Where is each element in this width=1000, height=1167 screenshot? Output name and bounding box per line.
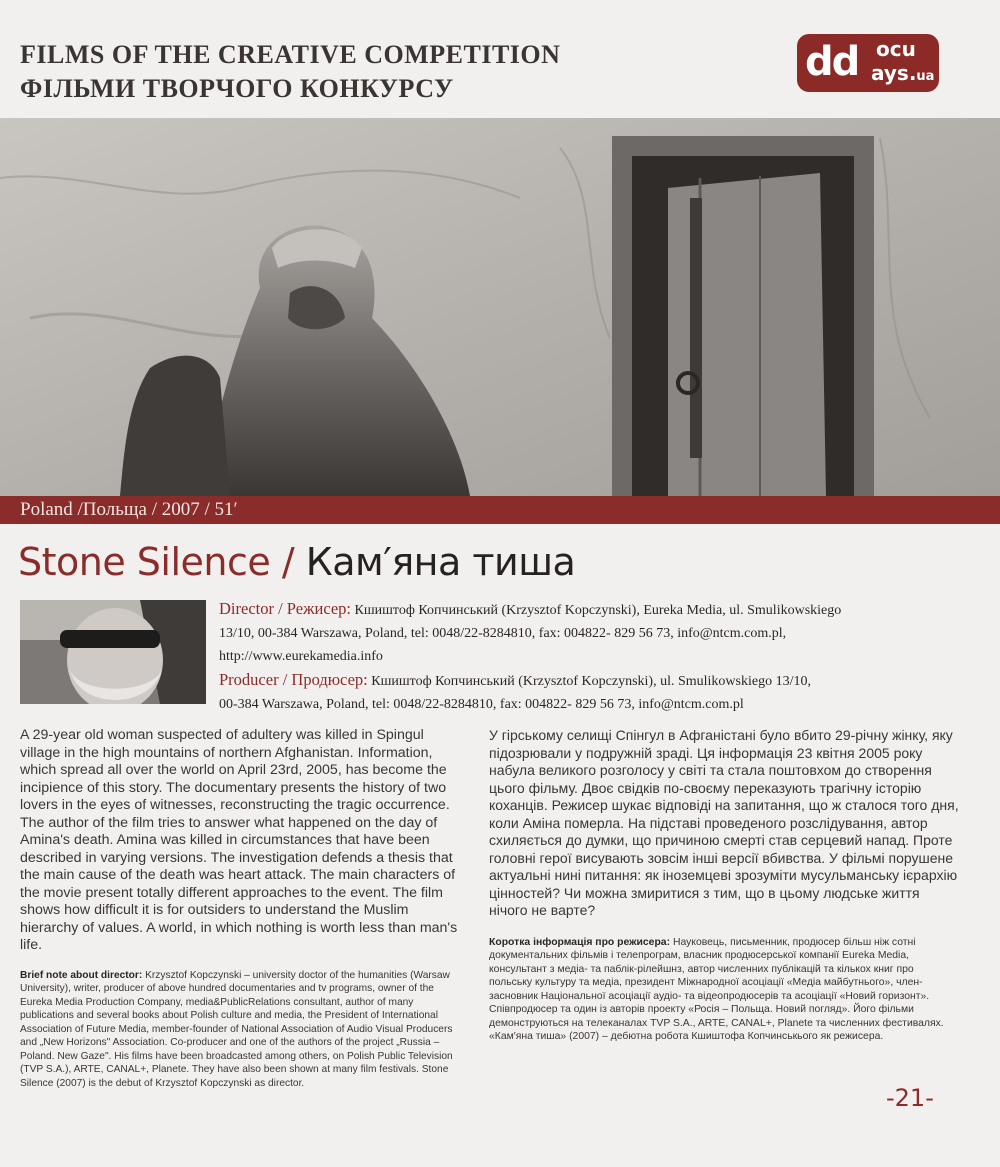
director-note-en bbox=[20, 969, 458, 1091]
logo-ays-text: ays. bbox=[871, 61, 917, 85]
producer-line-1: Кшиштоф Копчинський (Krzysztof Kopczynski), ul. Smulikowskiego 13/10, bbox=[371, 674, 811, 689]
director-line-3: http://www.eurekamedia.info bbox=[219, 649, 383, 664]
film-title-en: Stone Silence bbox=[18, 540, 271, 584]
logo-ays bbox=[871, 62, 934, 88]
film-title-ua: Кам′яна тиша bbox=[305, 540, 576, 584]
film-meta: Poland /Польща / 2007 / 51′ bbox=[20, 499, 238, 520]
synopsis-ua: У гірському селищі Спінгул в Афганістані було вбито 29-річну жінку, яку підозрювали у подружній зраді. Ця інформація 23 квітня 2005 року набула великого розголосу у світі та стала поштовхом до створення цього фільму. Двоє свідків по-своєму переказують трагічну історію коханців. Режисер шукає відповіді на запитання, що ж сталося того дня, коли Аміна померла. На підставі проведеного розслідування, автор схиляється до думки, що причиною смерті став серцевий напад. Проте головні герої висувають зовсім інші версії вбивства. У фільмі порушене актуальні нині питання: як іноземцеві зрозуміти мусульманську ієрархію цінностей? Чи можна змиритися з тим, що в цьому людське життя нічого не варте? bbox=[489, 727, 959, 918]
synopsis-en: A 29-year old woman suspected of adultery was killed in Spingul village in the high mountains of northern Afghanistan. Information, which spread all over the world on April 23rd, 2005, has become the incipience of this story. The documentary presents the history of two lovers in the eyes of witnesses, reconstructing the tragic occurrence. The author of the film tries to answer what happened on the day of Amina's death. Amina was killed in circumstances that have been described in varying versions. The investigation defends a thesis that the main cause of the death was heart attack. The main characters of the movie present totally different approaches to the event. The film shows how difficult it is for outsiders to understand the Muslim hierarchy of values. A world, in which nothing is worth less than man's life. bbox=[20, 727, 458, 953]
film-still-photo bbox=[0, 118, 1000, 496]
film-title bbox=[18, 536, 575, 588]
film-credits bbox=[219, 597, 989, 716]
page-number: -21- bbox=[886, 1084, 934, 1112]
producer-label: Producer / Продюсер: bbox=[219, 670, 368, 689]
docudays-logo bbox=[797, 34, 939, 92]
logo-ocu: ocu bbox=[876, 37, 916, 61]
section-header bbox=[20, 38, 560, 106]
director-note-ua bbox=[489, 936, 959, 1044]
ukrainian-column bbox=[489, 727, 959, 1054]
director-line-1: Кшиштоф Копчинський (Krzysztof Kopczynski), Eureka Media, ul. Smulikowskiego bbox=[354, 603, 842, 618]
director-note-en-text: Krzysztof Kopczynski – university doctor of the humanities (Warsaw University), writer, producer of above hundred documentaries and tv programs, owner of the Eureka Media Production Company, media&PublicRelations consultant, author of many publications and several books about Polish culture and media, the President of International Association of Future Media, member-founder of National Association of Audio Visual Producers and „New Horizons" Association. Co-producer and one of the authors of the project „Russia – Poland. New Gaze". His films have been broadcasted among others, on Polish Public Television (TVP S.A.), ARTE, CANAL+, Planete. They have also been shown at many film festivals. Stone Silence (2007) is the debut of Krzysztof Kopczynski as director. bbox=[20, 969, 453, 1089]
director-note-en-label: Brief note about director: bbox=[20, 969, 143, 981]
header-title-ua: ФІЛЬМИ ТВОРЧОГО КОНКУРСУ bbox=[20, 74, 454, 103]
film-meta-bar bbox=[0, 496, 1000, 524]
director-portrait-illustration bbox=[20, 600, 206, 704]
director-portrait bbox=[20, 600, 206, 704]
producer-line-2: 00-384 Warszawa, Poland, tel: 0048/22-8284810, fax: 004822- 829 56 73, info@ntcm.com.pl bbox=[219, 697, 744, 712]
director-note-ua-label: Коротка інформація про режисера: bbox=[489, 936, 671, 948]
logo-dd: dd bbox=[805, 39, 859, 85]
director-note-ua-text: Науковець, письменник, продюсер більш ніж сотні документальних фільмів і телепрограм, власник продюсерської компанії Eureka Media, консультант з медіа- та паблік-рілейшнз, автор численних публікацій та кількох книг про польську культуру та медіа, президент Міжнародної асоціації «Медіа майбутнього», член-засновник Національної асоціації аудіо- та відеопродюсерів та асоціації «Новий горизонт». Співпродюсер та один із авторів проекту «Росія – Польща. Новий погляд». Його фільми демонструються на телеканалах TVP S.A., ARTE, CANAL+, Planete та численних фестивалях. «Кам′яна тиша» (2007) – дебютна робота Кшиштофа Копчинськього як режисера. bbox=[489, 936, 944, 1042]
header-title-en: FILMS OF THE CREATIVE COMPETITION bbox=[20, 40, 561, 69]
producer-credit bbox=[219, 668, 989, 693]
film-still-illustration bbox=[0, 118, 1000, 496]
director-label: Director / Режисер: bbox=[219, 599, 351, 618]
film-title-separator: / bbox=[270, 540, 306, 584]
logo-ua-text: ua bbox=[916, 69, 935, 84]
director-credit bbox=[219, 597, 989, 622]
english-column bbox=[20, 727, 458, 1100]
director-line-2: 13/10, 00-384 Warszawa, Poland, tel: 0048/22-8284810, fax: 004822- 829 56 73, info@ntcm.com.pl, bbox=[219, 626, 787, 641]
